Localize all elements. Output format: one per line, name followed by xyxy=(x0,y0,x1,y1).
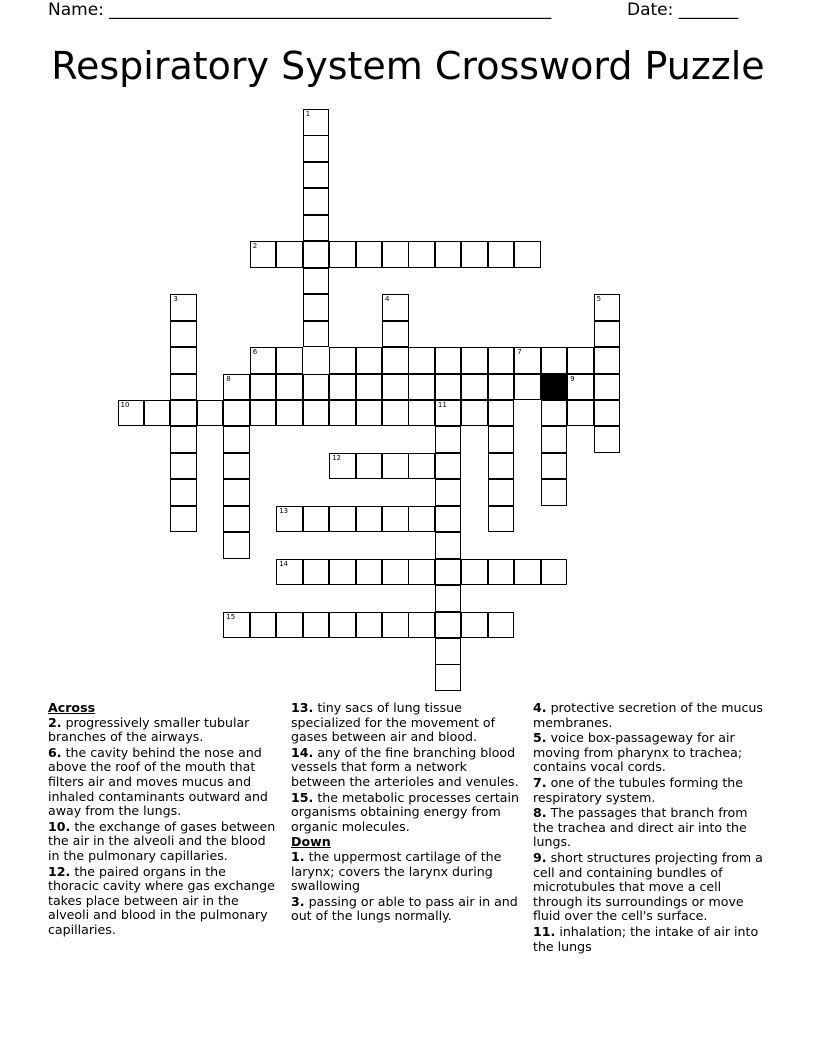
crossword-cell[interactable] xyxy=(303,400,330,427)
clue-item xyxy=(48,865,278,938)
clue-item-text: The passages that branch from the trachea and direct air into the lungs. xyxy=(533,805,748,850)
crossword-cell[interactable] xyxy=(303,374,330,401)
clue-number: 4 xyxy=(385,295,390,304)
crossword-cell[interactable] xyxy=(435,374,462,401)
crossword-cell[interactable] xyxy=(356,241,383,268)
clue-item xyxy=(291,895,521,924)
crossword-cell[interactable] xyxy=(276,400,303,427)
clue-item-number: 1. xyxy=(291,848,305,864)
crossword-cell[interactable] xyxy=(488,453,515,480)
clue-item-text: progressively smaller tubular branches of the airways. xyxy=(48,714,250,745)
crossword-cell[interactable] xyxy=(567,374,594,401)
crossword-cell[interactable] xyxy=(276,374,303,401)
clue-item-text: the exchange of gases between the air in the alveoli and the blood in the pulmonary capillaries. xyxy=(48,818,276,863)
crossword-cell[interactable] xyxy=(382,506,409,533)
crossword-cell[interactable] xyxy=(382,347,409,374)
clue-number: 1 xyxy=(305,110,311,118)
crossword-cell[interactable] xyxy=(223,479,250,506)
crossword-cell[interactable] xyxy=(488,400,515,427)
crossword-cell[interactable] xyxy=(435,479,462,506)
crossword-cell[interactable] xyxy=(382,612,409,639)
clue-item xyxy=(533,806,765,850)
crossword-cell[interactable] xyxy=(329,374,356,401)
crossword-cell[interactable] xyxy=(223,400,250,427)
clue-item xyxy=(533,851,765,924)
crossword-cell[interactable] xyxy=(329,506,356,533)
crossword-cell[interactable] xyxy=(170,453,197,480)
clue-item xyxy=(291,746,521,790)
crossword-cell[interactable] xyxy=(435,585,462,612)
crossword-cell[interactable] xyxy=(223,532,250,559)
crossword-cell[interactable] xyxy=(435,532,462,559)
clue-number: 7 xyxy=(517,348,522,356)
clue-item-number: 9. xyxy=(533,849,547,865)
crossword-cell[interactable] xyxy=(594,347,621,374)
clue-item xyxy=(533,925,765,954)
crossword-cell[interactable] xyxy=(329,241,356,268)
crossword-cell[interactable] xyxy=(303,321,330,348)
crossword-cell[interactable] xyxy=(303,162,330,189)
crossword-cell[interactable] xyxy=(197,400,224,427)
crossword-cell[interactable] xyxy=(250,400,277,427)
crossword-cell[interactable] xyxy=(461,241,488,268)
clue-item-text: short structures projecting from a cell and containing bundles of microtubules that move a cell through its surroundings or move fluid over the cell's surface. xyxy=(533,849,763,924)
crossword-cell[interactable] xyxy=(329,453,356,480)
crossword-cell[interactable] xyxy=(435,347,462,374)
crossword-cell[interactable] xyxy=(382,559,409,586)
crossword-cell[interactable] xyxy=(435,241,462,268)
page-title: Respiratory System Crossword Puzzle xyxy=(51,44,765,88)
crossword-cell[interactable] xyxy=(514,241,541,268)
clue-number: 12 xyxy=(332,453,342,462)
clues-column-3 xyxy=(533,701,765,955)
clue-item-number: 15. xyxy=(291,789,314,805)
clue-item-text: the paired organs in the thoracic cavity where gas exchange takes place between air in the alveoli and blood in the pulmonary capillaries. xyxy=(48,863,275,937)
clue-number: 8 xyxy=(226,374,231,383)
crossword-cell[interactable] xyxy=(303,188,330,215)
crossword-cell[interactable] xyxy=(170,321,197,348)
clue-item-number: 3. xyxy=(291,893,305,909)
crossword-cell[interactable] xyxy=(303,215,330,242)
crossword-cell[interactable] xyxy=(356,400,383,427)
crossword-cell[interactable] xyxy=(170,294,197,321)
crossword-cell[interactable] xyxy=(408,453,435,480)
crossword-cell[interactable] xyxy=(541,347,568,374)
crossword-cell[interactable] xyxy=(329,559,356,586)
crossword-cell[interactable] xyxy=(435,638,462,665)
clue-item-number: 6. xyxy=(48,744,62,760)
crossword-cell[interactable] xyxy=(250,612,277,639)
crossword-cell[interactable] xyxy=(356,347,383,374)
crossword-cell[interactable] xyxy=(594,321,621,348)
crossword-cell[interactable] xyxy=(435,559,462,586)
crossword-cell[interactable] xyxy=(488,241,515,268)
crossword-cell[interactable] xyxy=(488,479,515,506)
clue-item-number: 5. xyxy=(533,730,547,746)
crossword-cell[interactable] xyxy=(276,506,303,533)
crossword-cell[interactable] xyxy=(223,506,250,533)
clue-item xyxy=(533,701,765,730)
crossword-cell[interactable] xyxy=(541,479,568,506)
crossword-cell[interactable] xyxy=(356,374,383,401)
clue-item xyxy=(533,731,765,775)
across-heading: Across xyxy=(48,700,96,715)
crossword-cell[interactable] xyxy=(461,612,488,639)
crossword-cell[interactable] xyxy=(276,241,303,268)
crossword-cell[interactable] xyxy=(435,612,462,639)
clue-item xyxy=(48,820,278,864)
crossword-cell[interactable] xyxy=(488,374,515,401)
clue-item xyxy=(533,776,765,805)
crossword-cell[interactable] xyxy=(382,453,409,480)
crossword-cell[interactable] xyxy=(170,426,197,453)
clues-column-2 xyxy=(291,701,521,925)
crossword-cell[interactable] xyxy=(514,559,541,586)
crossword-cell[interactable] xyxy=(276,559,303,586)
crossword-cell[interactable] xyxy=(250,241,277,268)
crossword-cell[interactable] xyxy=(382,321,409,348)
clue-item-text: tiny sacs of lung tissue specialized for the movement of gases between air and blood. xyxy=(291,700,496,745)
crossword-cell[interactable] xyxy=(488,612,515,639)
clue-item-text: the uppermost cartilage of the larynx; covers the larynx during swallowing xyxy=(291,848,502,894)
down-heading: Down xyxy=(291,834,331,850)
crossword-cell[interactable] xyxy=(567,400,594,427)
clue-number: 15 xyxy=(226,612,236,621)
crossword-cell[interactable] xyxy=(461,400,488,427)
crossword-cell[interactable] xyxy=(435,664,462,691)
crossword-cell[interactable] xyxy=(356,559,383,586)
crossword-cell[interactable] xyxy=(303,268,330,295)
crossword-cell[interactable] xyxy=(541,426,568,453)
crossword-cell[interactable] xyxy=(329,400,356,427)
crossword-cell[interactable] xyxy=(170,374,197,401)
crossword-cell[interactable] xyxy=(435,506,462,533)
crossword-cell[interactable] xyxy=(382,294,409,321)
crossword-cell[interactable] xyxy=(170,400,197,427)
crossword-cell[interactable] xyxy=(408,559,435,586)
crossword-cell[interactable] xyxy=(408,612,435,639)
crossword-cell[interactable] xyxy=(594,294,621,321)
date-field-label: Date: _______ xyxy=(627,0,739,20)
clue-item xyxy=(291,850,521,894)
crossword-cell[interactable] xyxy=(594,426,621,453)
clue-item-text: protective secretion of the mucus membranes. xyxy=(533,700,763,730)
crossword-cell[interactable] xyxy=(541,559,568,586)
clue-item-number: 14. xyxy=(291,744,314,760)
crossword-cell[interactable] xyxy=(488,347,515,374)
crossword-cell[interactable] xyxy=(594,374,621,401)
clue-item-text: the metabolic processes certain organisms obtaining energy from organic molecules. xyxy=(291,789,519,834)
crossword-cell[interactable] xyxy=(541,453,568,480)
clue-number: 14 xyxy=(279,559,289,568)
clue-number: 6 xyxy=(252,348,258,356)
clue-number: 2 xyxy=(252,242,258,251)
clue-number: 3 xyxy=(173,295,178,304)
crossword-cell[interactable] xyxy=(382,374,409,401)
crossword-cell[interactable] xyxy=(170,347,197,374)
crossword-cell[interactable] xyxy=(488,559,515,586)
crossword-cell[interactable] xyxy=(303,612,330,639)
crossword-cell[interactable] xyxy=(223,374,250,401)
crossword-cell[interactable] xyxy=(329,612,356,639)
crossword-cell[interactable] xyxy=(118,400,145,427)
clue-number: 9 xyxy=(570,374,575,383)
crossword-cell[interactable] xyxy=(276,612,303,639)
crossword-cell[interactable] xyxy=(488,426,515,453)
crossword-cell[interactable] xyxy=(303,294,330,321)
crossword-cell[interactable] xyxy=(382,400,409,427)
crossword-cell[interactable] xyxy=(223,453,250,480)
crossword-cell[interactable] xyxy=(408,506,435,533)
crossword-cell[interactable] xyxy=(461,347,488,374)
clue-item-text: one of the tubules forming the respiratory system. xyxy=(533,774,744,805)
crossword-cell[interactable] xyxy=(223,426,250,453)
crossword-cell[interactable] xyxy=(250,347,277,374)
clue-item-number: 10. xyxy=(48,818,71,834)
crossword-cell[interactable] xyxy=(594,400,621,427)
clue-item-number: 4. xyxy=(533,700,547,715)
crossword-cell[interactable] xyxy=(223,612,250,639)
crossword-cell[interactable] xyxy=(435,426,462,453)
crossword-cell[interactable] xyxy=(303,241,330,268)
clue-item-text: passing or able to pass air in and out of the lungs normally. xyxy=(291,893,518,924)
clue-item xyxy=(48,716,278,745)
clue-number: 11 xyxy=(437,400,447,409)
crossword-cell[interactable] xyxy=(356,612,383,639)
clue-item-text: inhalation; the intake of air into the lungs xyxy=(533,923,759,954)
clue-number: 13 xyxy=(279,506,289,515)
clue-item-number: 2. xyxy=(48,714,62,730)
crossword-cell[interactable] xyxy=(461,559,488,586)
clue-number: 10 xyxy=(120,400,130,409)
crossword-cell[interactable] xyxy=(303,135,330,162)
clue-item xyxy=(291,791,521,835)
clue-item-number: 11. xyxy=(533,923,556,939)
crossword-cell[interactable] xyxy=(329,347,356,374)
crossword-cell[interactable] xyxy=(435,400,462,427)
crossword-cell[interactable] xyxy=(303,506,330,533)
clue-item xyxy=(48,746,278,819)
crossword-cell[interactable] xyxy=(435,453,462,480)
crossword-cell[interactable] xyxy=(170,479,197,506)
crossword-cell[interactable] xyxy=(541,400,568,427)
clue-item-number: 8. xyxy=(533,805,547,821)
clue-item-text: any of the fine branching blood vessels that form a network between the arterioles and venules. xyxy=(291,744,519,789)
crossword-cell[interactable] xyxy=(144,400,171,427)
crossword-cell[interactable] xyxy=(356,453,383,480)
crossword-cell[interactable] xyxy=(408,347,435,374)
crossword-cell[interactable] xyxy=(461,374,488,401)
clue-item-number: 12. xyxy=(48,863,71,879)
crossword-cell[interactable] xyxy=(170,506,197,533)
clue-item-text: voice box-passageway for air moving from pharynx to trachea; contains vocal cords. xyxy=(533,730,743,775)
crossword-cell[interactable] xyxy=(567,347,594,374)
name-field-label: Name: ____________________________________________________ xyxy=(48,0,552,20)
clue-item-number: 13. xyxy=(291,700,314,715)
crossword-cell[interactable] xyxy=(408,374,435,401)
clues-column-1 xyxy=(48,701,278,939)
crossword-cell[interactable] xyxy=(408,241,435,268)
crossword-cell[interactable] xyxy=(382,241,409,268)
crossword-cell[interactable] xyxy=(250,374,277,401)
crossword-cell[interactable] xyxy=(408,400,435,427)
crossword-cell[interactable] xyxy=(514,347,541,374)
clue-item xyxy=(291,701,521,745)
crossword-cell[interactable] xyxy=(356,506,383,533)
crossword-cell[interactable] xyxy=(276,347,303,374)
crossword-black-cell xyxy=(541,374,568,401)
crossword-cell[interactable] xyxy=(303,109,330,136)
clue-number: 5 xyxy=(596,295,602,304)
crossword-cell[interactable] xyxy=(514,374,541,401)
crossword-cell[interactable] xyxy=(488,506,515,533)
crossword-cell[interactable] xyxy=(303,559,330,586)
clue-item-number: 7. xyxy=(533,774,547,790)
clue-item-text: the cavity behind the nose and above the roof of the mouth that filters air and moves mucus and inhaled contaminants outward and away from the lungs. xyxy=(48,744,268,819)
